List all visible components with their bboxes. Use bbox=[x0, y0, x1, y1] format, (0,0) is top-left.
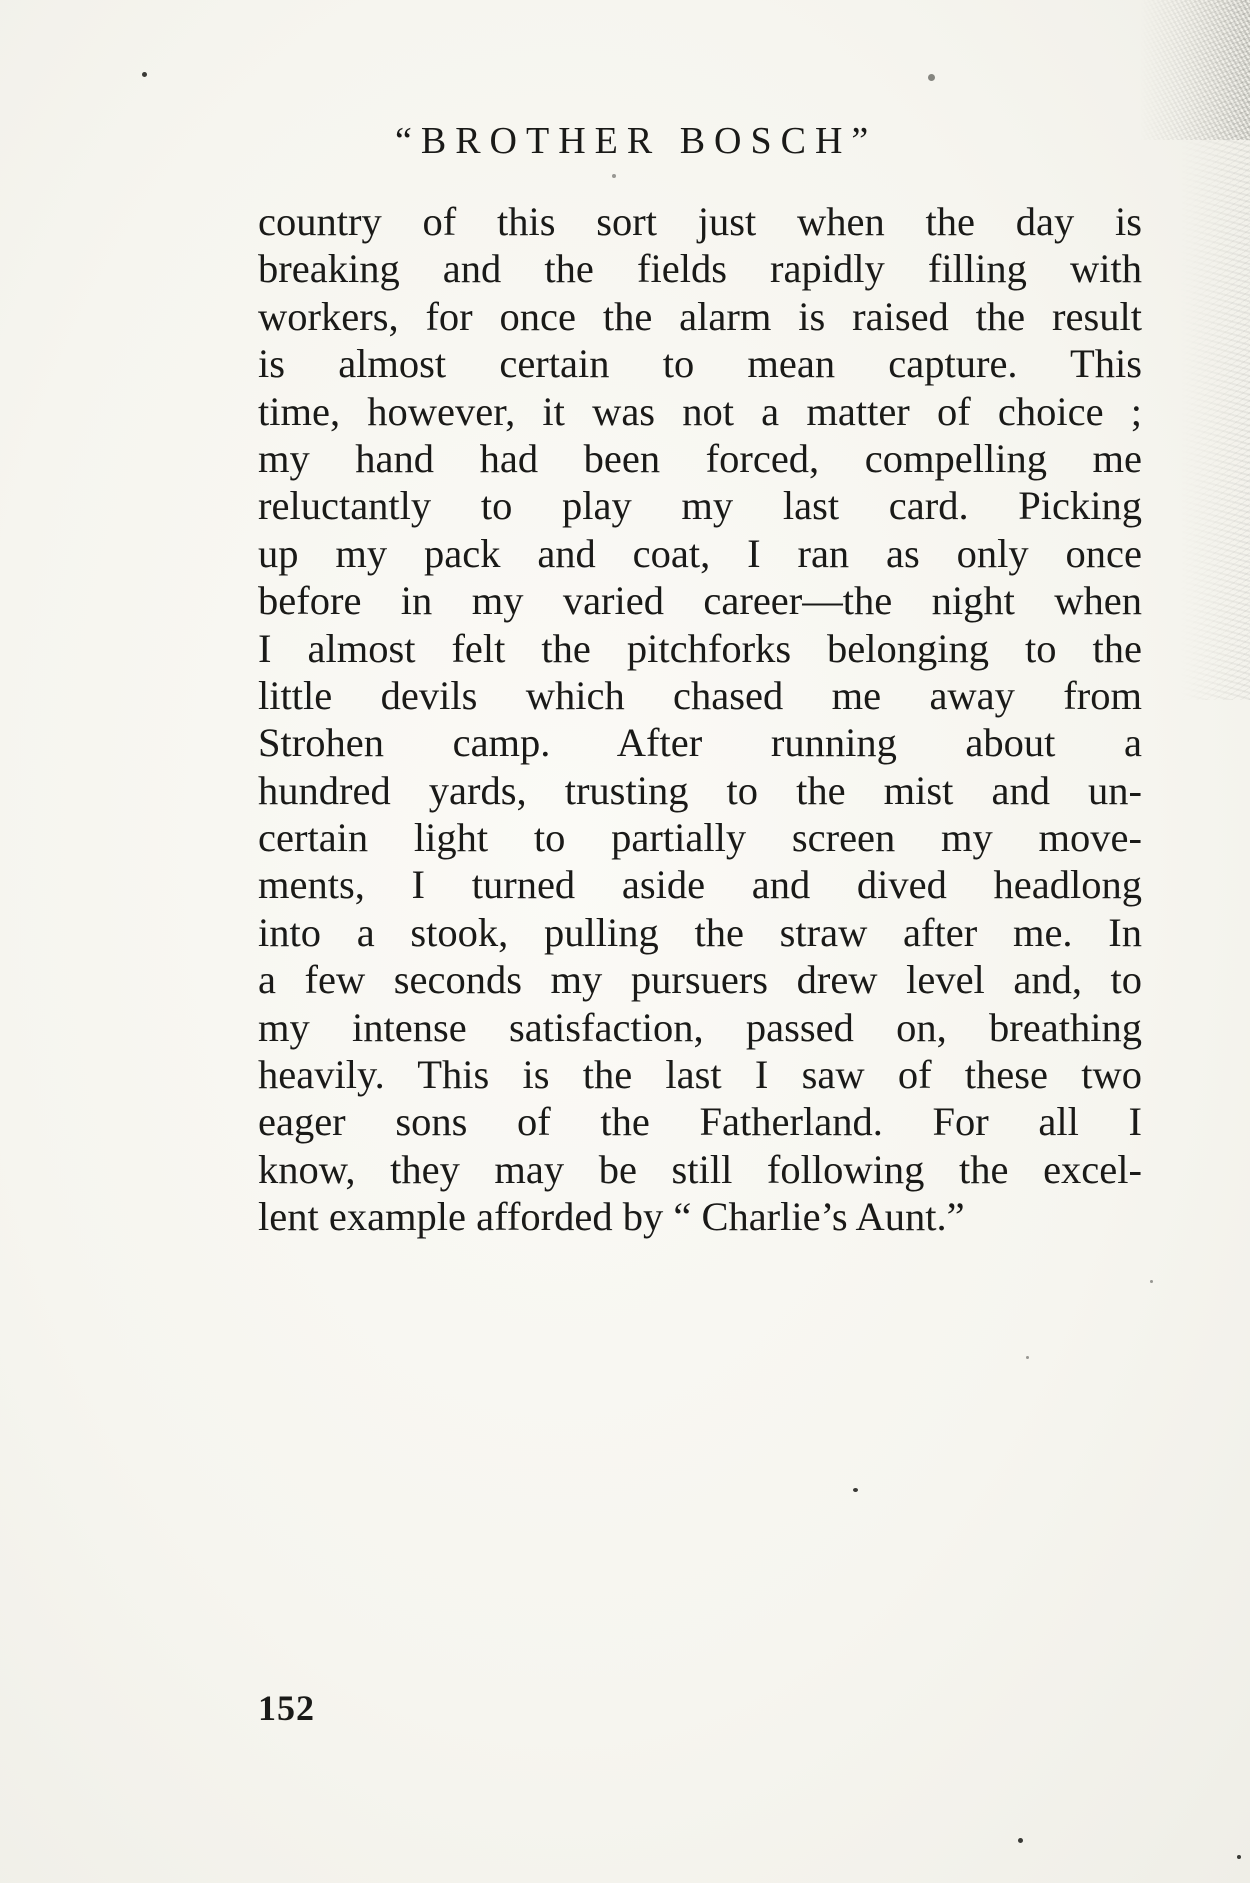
text-line: little devils which chased me away from bbox=[258, 672, 1142, 718]
text-line: into a stook, pulling the straw after me. In bbox=[258, 909, 1142, 955]
text-line: hundred yards, trusting to the mist and un- bbox=[258, 767, 1142, 813]
text-line: know, they may be still following the excel- bbox=[258, 1146, 1142, 1192]
scan-speck bbox=[1237, 1855, 1241, 1859]
text-line: up my pack and coat, I ran as only once bbox=[258, 530, 1142, 576]
text-line: ments, I turned aside and dived headlong bbox=[258, 862, 1142, 908]
scan-speck bbox=[1018, 1838, 1023, 1843]
text-line: a few seconds my pursuers drew level and, to bbox=[258, 957, 1142, 1003]
body-text bbox=[258, 198, 1142, 1241]
text-line: breaking and the fields rapidly filling with bbox=[258, 246, 1142, 292]
text-line: heavily. This is the last I saw of these two bbox=[258, 1052, 1142, 1098]
text-line: I almost felt the pitchforks belonging to the bbox=[258, 625, 1142, 671]
text-line: is almost certain to mean capture. This bbox=[258, 341, 1142, 387]
text-line: Strohen camp. After running about a bbox=[258, 720, 1142, 766]
running-head: “BROTHER BOSCH” bbox=[395, 120, 878, 162]
text-line: workers, for once the alarm is raised the result bbox=[258, 293, 1142, 339]
scan-corner-noise bbox=[1140, 0, 1250, 140]
scan-speck bbox=[1150, 1280, 1153, 1283]
page-number: 152 bbox=[258, 1688, 315, 1728]
text-line: my intense satisfaction, passed on, breathing bbox=[258, 1004, 1142, 1050]
text-line: certain light to partially screen my move- bbox=[258, 815, 1142, 861]
scan-speck bbox=[853, 1488, 858, 1492]
text-line: eager sons of the Fatherland. For all I bbox=[258, 1099, 1142, 1145]
scan-speck bbox=[1026, 1356, 1029, 1359]
scan-speck bbox=[612, 174, 616, 178]
text-line-last: lent example afforded by “ Charlie’s Aunt.” bbox=[258, 1194, 965, 1240]
text-line: country of this sort just when the day is bbox=[258, 199, 1142, 244]
text-line: my hand had been forced, compelling me bbox=[258, 435, 1142, 481]
scan-speck bbox=[142, 72, 147, 77]
scan-speck bbox=[928, 74, 935, 81]
text-line: before in my varied career—the night when bbox=[258, 578, 1142, 624]
text-line: reluctantly to play my last card. Picking bbox=[258, 483, 1142, 529]
text-line: time, however, it was not a matter of choice ; bbox=[258, 388, 1142, 434]
